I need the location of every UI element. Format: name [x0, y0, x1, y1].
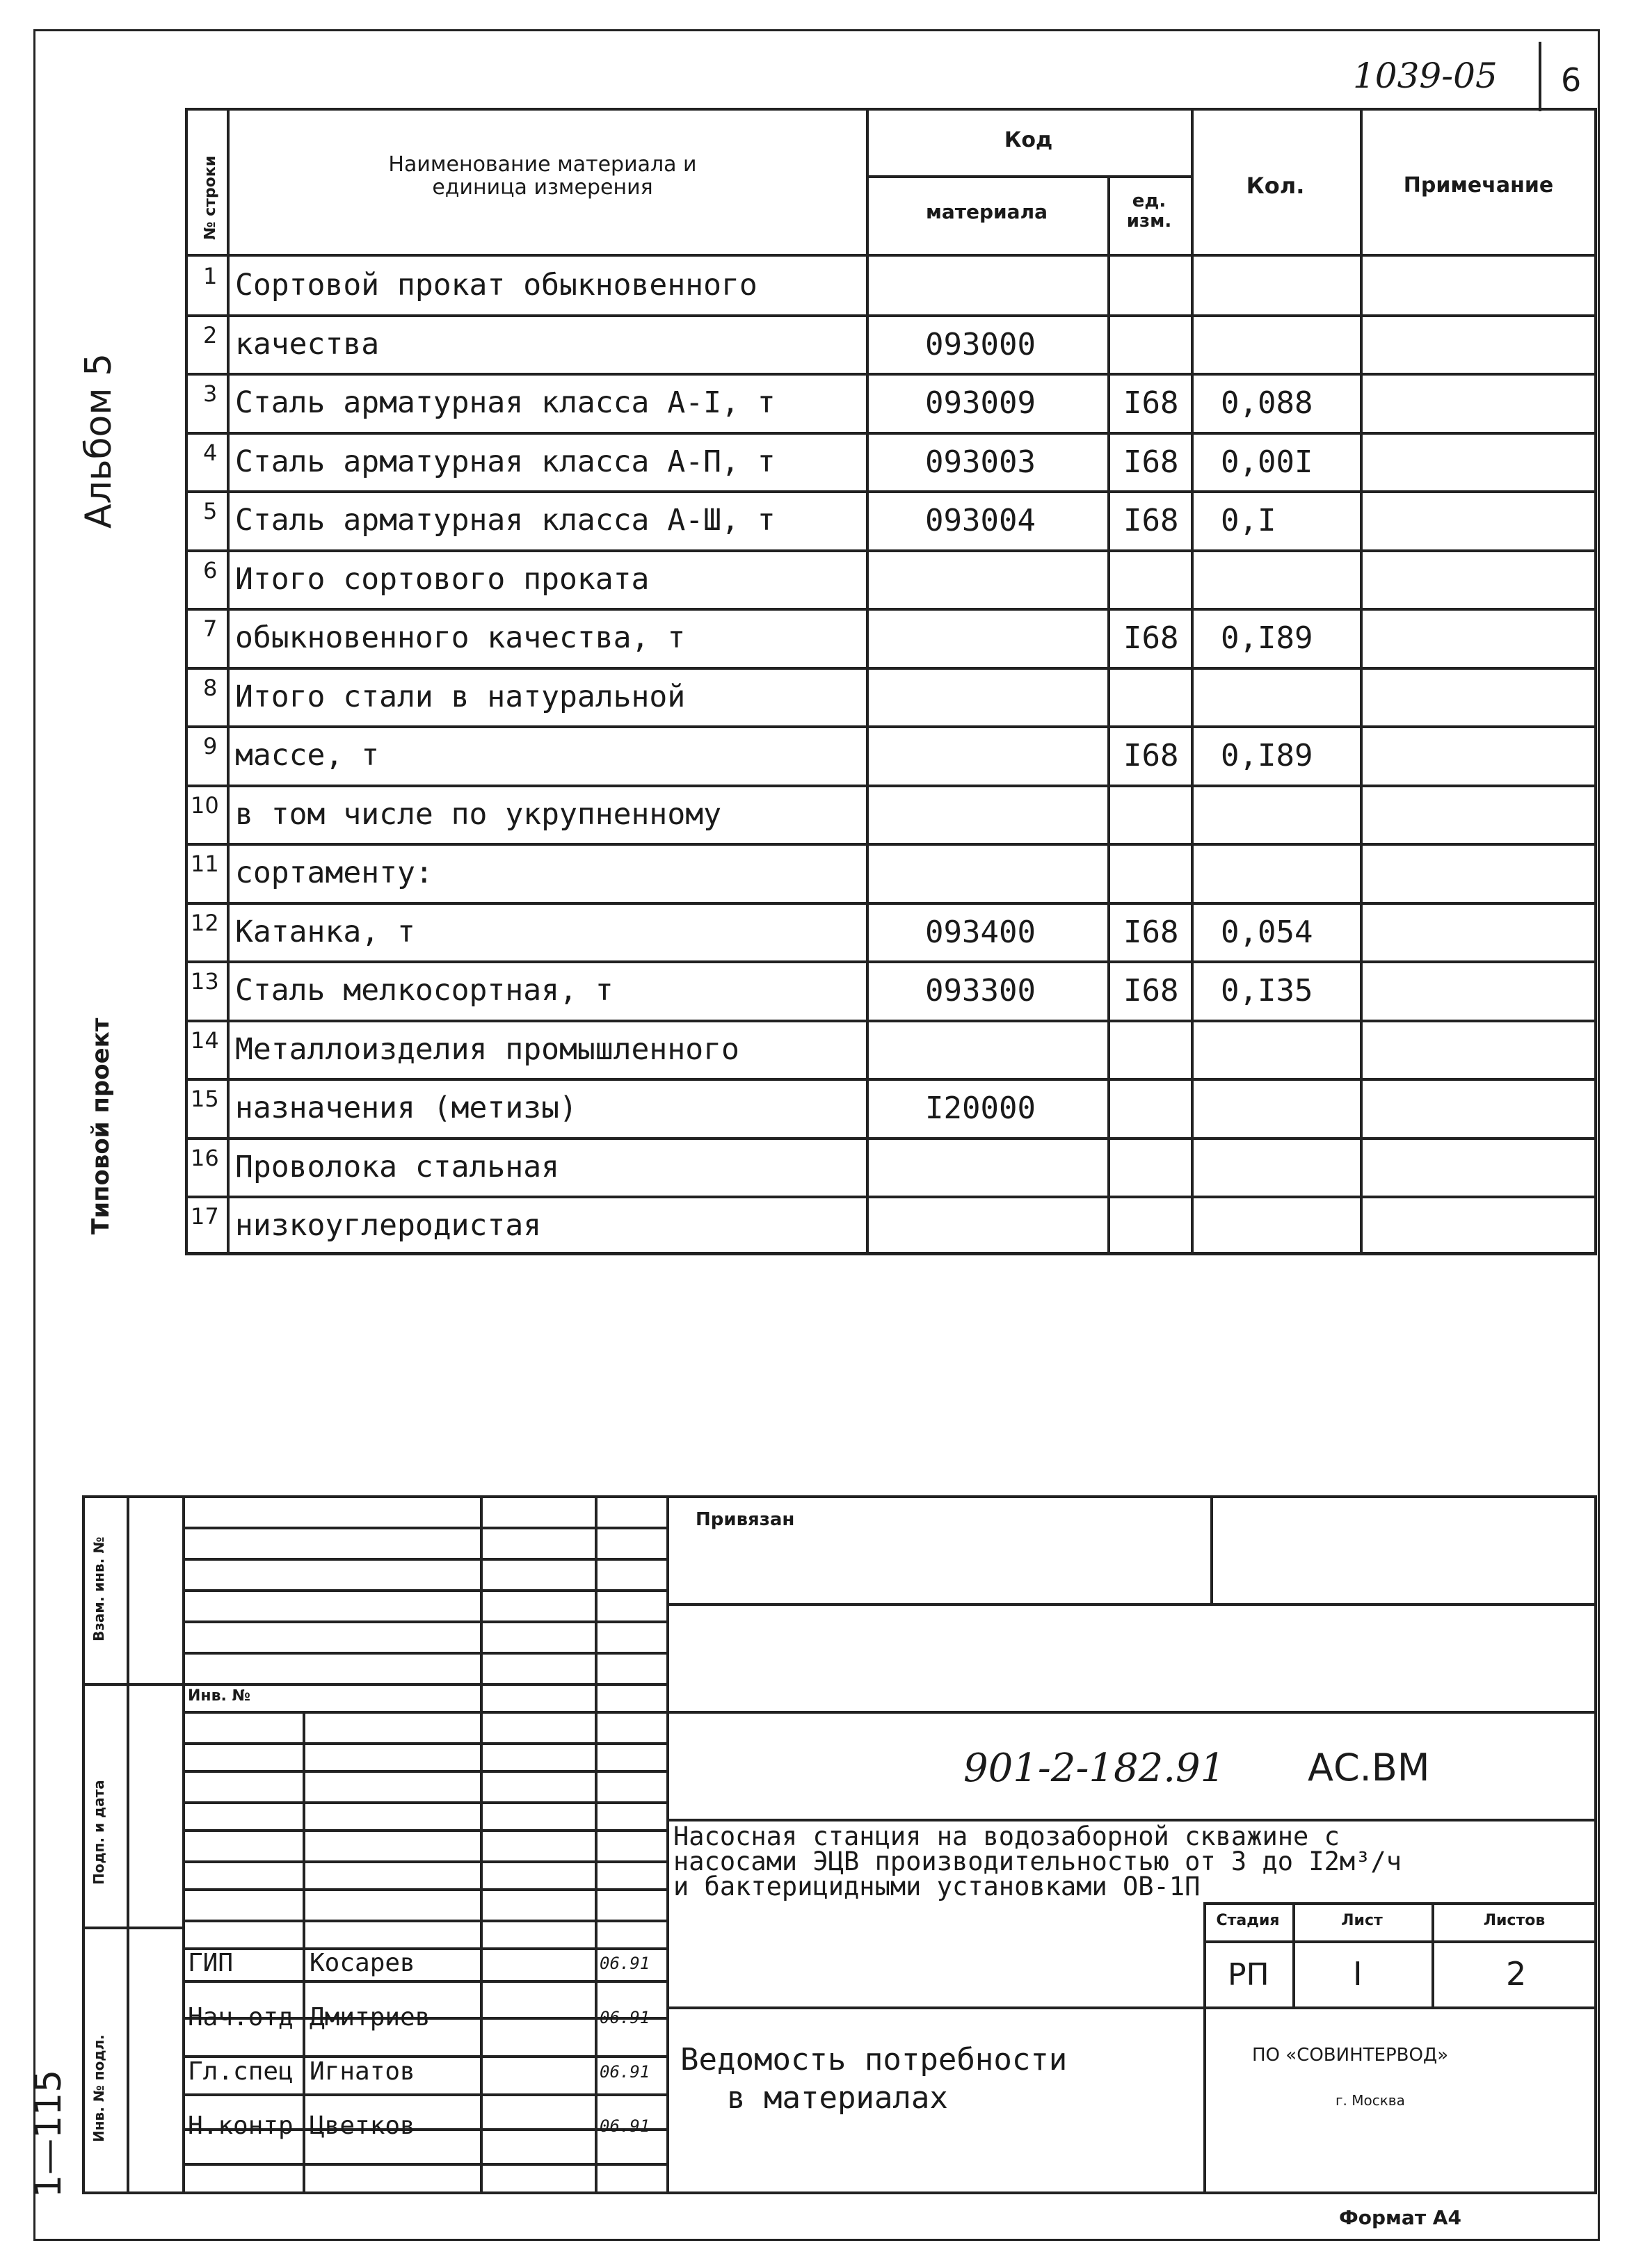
row-line [185, 1137, 1597, 1140]
stamp-side-line-2 [182, 1495, 185, 2194]
row-number: 8 [203, 674, 218, 701]
row-name: Итого сортового проката [235, 561, 650, 597]
stamp-col-c [595, 1495, 598, 2194]
object-line-2: насосами ЭЦВ производительностью от 3 до I2м³/ч [673, 1847, 1402, 1876]
row-name: Сталь арматурная класса А-П, т [235, 444, 776, 479]
row-qty: 0,054 [1221, 914, 1313, 950]
inv-label: Инв. № [188, 1687, 251, 1705]
row-number: 1 [203, 263, 218, 289]
row-qty: 0,00I [1221, 444, 1313, 480]
row-code: I20000 [925, 1091, 1036, 1126]
sheet-code-label: 1—115 [28, 2069, 70, 2198]
stamp-line [182, 1711, 666, 1714]
object-line-1: Насосная станция на водозаборной скважине с [673, 1821, 1340, 1851]
row-line [185, 490, 1597, 493]
row-number: 4 [203, 439, 218, 466]
row-number: 7 [203, 616, 218, 642]
stamp-line [182, 1920, 666, 1922]
row-number: 17 [191, 1203, 219, 1230]
stamp-line [182, 1770, 666, 1773]
row-unit: I68 [1123, 914, 1179, 950]
project-label: Типовой проект [87, 1018, 115, 1234]
header-qty: Кол. [1246, 172, 1305, 199]
stamp-line [182, 1527, 666, 1529]
row-name: сортаменту: [235, 855, 433, 890]
row-name: Сталь арматурная класса А-Ш, т [235, 503, 776, 538]
sign-date-label: Подп. и дата [90, 1780, 107, 1885]
stamp-line [182, 2163, 666, 2166]
row-line [185, 960, 1597, 963]
row-number: 11 [191, 851, 219, 877]
signer-role: ГИП [188, 1949, 234, 1977]
signer-date: 06.91 [600, 2116, 650, 2136]
corner-page: 6 [1561, 61, 1582, 99]
row-number: 12 [191, 909, 219, 936]
row-code: 093003 [925, 444, 1036, 480]
stamp-col-a [303, 1711, 305, 2194]
row-name: низкоуглеродистая [235, 1208, 542, 1243]
row-qty: 0,088 [1221, 385, 1313, 421]
row-unit: I68 [1123, 444, 1179, 480]
album-label: Альбом 5 [78, 353, 120, 529]
signer-name: Цветков [310, 2112, 415, 2140]
row-name: Сортовой прокат обыкновенного [235, 268, 757, 303]
header-row-no: № строки [202, 155, 219, 240]
stamp-side-div-2 [82, 1927, 182, 1929]
row-code: 093000 [925, 326, 1036, 362]
row-line [185, 902, 1597, 905]
stage-label: Стадия [1216, 1912, 1280, 1929]
stamp-line [182, 1558, 666, 1561]
object-line-3: и бактерицидными установками ОВ-1П [673, 1872, 1201, 1901]
sheet-value: I [1353, 1955, 1363, 1993]
designation: 901-2-182.91 [963, 1746, 1226, 1791]
stamp-col-d [666, 1495, 669, 2194]
inv-no-label: Инв. № подл. [90, 2034, 107, 2142]
row-unit: I68 [1123, 385, 1179, 421]
row-line [185, 608, 1597, 611]
stage-vline [1203, 1902, 1206, 2194]
bound-vline [1210, 1495, 1213, 1603]
col-code-line [1107, 175, 1110, 1252]
row-qty: 0,I89 [1221, 620, 1313, 656]
row-number: 10 [191, 791, 219, 819]
row-name: Металлоизделия промышленного [235, 1031, 739, 1067]
header-name: Наименование материала и единица измерения [388, 152, 697, 200]
row-line [185, 549, 1597, 552]
row-number: 13 [191, 968, 219, 995]
stage-value: РП [1228, 1957, 1269, 1993]
stamp-side-div-1 [82, 1683, 182, 1686]
mark: АС.ВМ [1308, 1746, 1430, 1790]
stamp-line [182, 2093, 666, 2096]
stamp-line [182, 1801, 666, 1804]
org: ПО «СОВИНТЕРВОД» [1252, 2045, 1449, 2066]
row-name: массе, т [235, 738, 380, 773]
stamp-line [182, 1980, 666, 1983]
stamp-line [182, 1620, 666, 1623]
row-name: Итого стали в натуральной [235, 679, 686, 714]
bound-divider [666, 1603, 1597, 1606]
corner-divider [1539, 42, 1541, 111]
signer-role: Нач.отд [188, 2003, 294, 2032]
row-unit: I68 [1123, 620, 1179, 656]
signer-date: 06.91 [600, 1954, 650, 1973]
row-name: в том числе по укрупненному [235, 796, 721, 832]
row-number: 2 [203, 321, 218, 348]
row-name: качества [235, 326, 380, 362]
stamp-line [182, 1652, 666, 1655]
row-number: 16 [191, 1144, 219, 1171]
row-unit: I68 [1123, 738, 1179, 773]
row-code: 093009 [925, 385, 1036, 421]
row-line [185, 667, 1597, 670]
row-qty: 0,I35 [1221, 973, 1313, 1008]
row-number: 14 [191, 1027, 219, 1054]
signer-role: Гл.спец [188, 2057, 294, 2086]
format-label: Формат А4 [1339, 2206, 1461, 2229]
row-name: Сталь арматурная класса А-I, т [235, 385, 776, 420]
sheets-label: Листов [1483, 1912, 1546, 1929]
stamp-line [182, 1947, 666, 1950]
header-note: Примечание [1403, 173, 1554, 198]
row-line [185, 785, 1597, 787]
sheets-value: 2 [1506, 1955, 1527, 1993]
row-unit: I68 [1123, 973, 1179, 1008]
row-line [185, 314, 1597, 317]
stamp-side-line-1 [127, 1495, 129, 2194]
corner-code: 1039-05 [1353, 56, 1498, 96]
row-line [185, 1196, 1597, 1198]
row-name: обыкновенного качества, т [235, 620, 686, 655]
row-code: 093400 [925, 914, 1036, 950]
stamp-line [182, 1829, 666, 1832]
row-line [185, 725, 1597, 728]
header-unit: ед. изм. [1126, 191, 1172, 232]
signer-role: Н.контр [188, 2112, 294, 2140]
signer-date: 06.91 [600, 2008, 650, 2027]
stamp-line [182, 1860, 666, 1863]
signer-date: 06.91 [600, 2062, 650, 2082]
replace-no-label: Взам. инв. № [90, 1536, 107, 1641]
row-line [185, 1020, 1597, 1022]
doc-title-1: Ведомость потребности [680, 2042, 1068, 2077]
bound-label: Привязан [696, 1509, 795, 1530]
row-code: 093004 [925, 503, 1036, 538]
stage-value-line [1203, 2006, 1597, 2009]
sheet-label: Лист [1341, 1912, 1383, 1929]
stamp-col-b [480, 1495, 483, 2194]
row-number: 6 [203, 556, 218, 584]
doc-title-top [666, 2006, 1203, 2009]
row-line [185, 843, 1597, 846]
header-material: материала [926, 200, 1048, 223]
stamp-line [182, 1888, 666, 1891]
table-end-line [185, 1252, 1597, 1255]
stamp-line [182, 1683, 666, 1686]
header-bottom-line [185, 254, 1597, 257]
row-number: 9 [203, 733, 218, 759]
header-code: Код [1004, 128, 1053, 152]
row-number: 5 [203, 498, 218, 524]
row-line [185, 432, 1597, 435]
row-number: 3 [203, 380, 218, 407]
row-unit: I68 [1123, 503, 1179, 538]
signer-name: Игнатов [310, 2057, 415, 2086]
signer-name: Дмитриев [310, 2003, 431, 2032]
row-qty: 0,I89 [1221, 738, 1313, 773]
row-name: Сталь мелкосортная, т [235, 973, 614, 1008]
row-name: Катанка, т [235, 914, 415, 949]
doc-title-2: в материалах [727, 2080, 948, 2116]
row-name: Проволока стальная [235, 1149, 559, 1184]
signer-name: Косарев [310, 1949, 415, 1977]
stage-top [1203, 1902, 1597, 1905]
stage-label-line [1203, 1940, 1597, 1943]
row-line [185, 373, 1597, 376]
row-code: 093300 [925, 973, 1036, 1008]
stamp-line [182, 1742, 666, 1745]
stamp-line [182, 1589, 666, 1592]
row-name: назначения (метизы) [235, 1091, 577, 1125]
row-number: 15 [191, 1086, 219, 1112]
designation-top [666, 1711, 1597, 1714]
city: г. Москва [1336, 2092, 1405, 2109]
row-line [185, 1078, 1597, 1081]
code-sub-line [866, 175, 1191, 178]
row-qty: 0,I [1221, 503, 1276, 538]
